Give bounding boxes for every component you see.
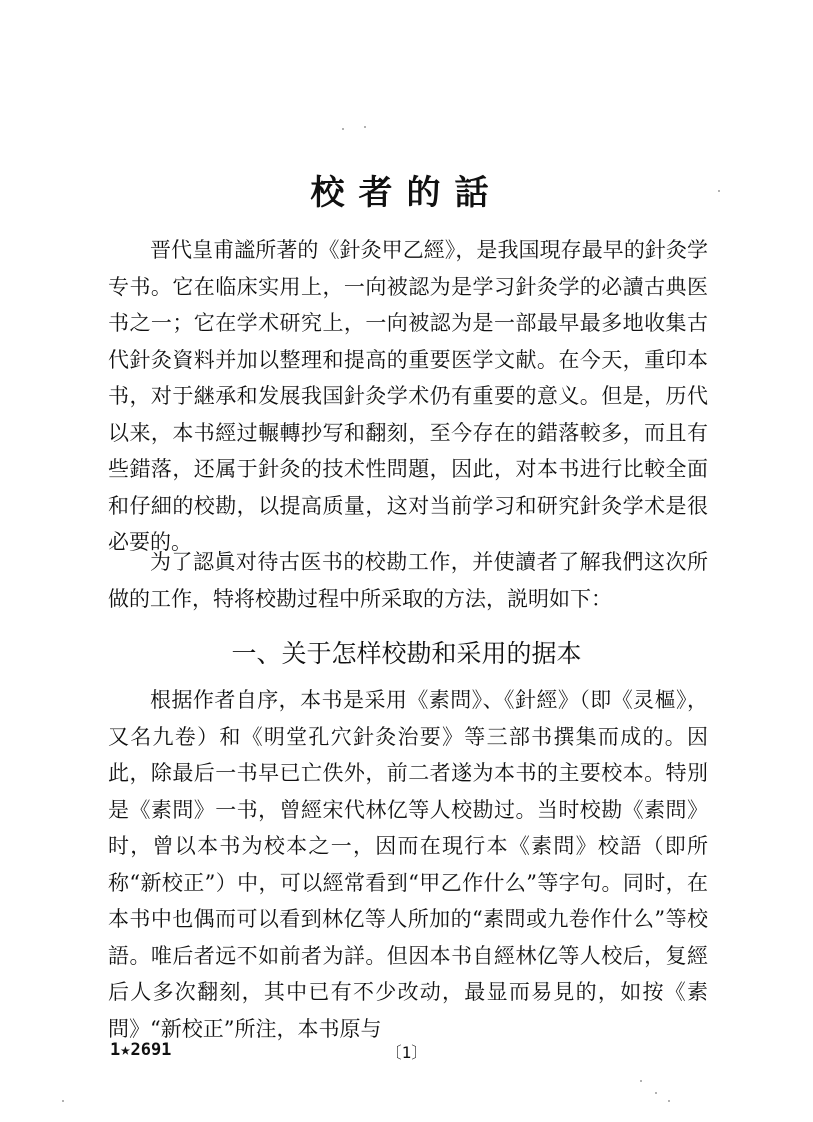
scan-speck — [342, 128, 344, 130]
body-paragraph: 根据作者自序，本书是采用《素問》、《針經》（即《灵樞》，又名九卷）和《明堂孔穴針灸治要》等三部书撰集而成的。因此，除最后一书早已亡佚外，前二者遂为本书的主要校本。特別是《素問》一书，曾經宋代林亿等人校勘过。当时校勘《素問》时，曾以本书为校本之一，因而在現行本《素問》校語（即所称“新校正”）中，可以經常看到“甲乙作什么”等字句。同时，在本书中也偶而可以看到林亿等人所加的“素問或九卷作什么”等校語。唯后者远不如前者为詳。但因本书自經林亿等人校后，复經后人多次翻刻，其中已有不少改动，最显而易見的，如按《素問》“新校正”所注，本书原与 — [108, 688, 708, 1041]
purpose-paragraph: 为了認眞对待古医书的校勘工作，并使讀者了解我們这次所做的工作，特将校勘过程中所采取的方法，説明如下： — [108, 550, 708, 611]
scan-speck — [364, 126, 366, 128]
page-title: 校者的話 — [310, 173, 503, 213]
scan-speck — [640, 1080, 642, 1082]
page-number: 〔1〕 — [385, 1043, 428, 1062]
section-heading: 一、关于怎样校勘和采用的据本 — [231, 639, 582, 668]
intro-paragraph: 晋代皇甫謐所著的《針灸甲乙經》，是我国現存最早的針灸学专书。它在临床实用上，一向被認为是学习針灸学的必讀古典医书之一；它在学术研究上，一向被認为是一部最早最多地收集古代針灸資料并加以整理和提高的重要医学文献。在今天，重印本书，对于継承和发展我国針灸学术仍有重要的意义。但是，历代以来，本书經过輾轉抄写和翻刻，至今存在的錯落較多，而且有些錯落，还属于針灸的技术性問題，因此，对本书进行比較全面和仔細的校勘，以提高质量，这对当前学习和研究針灸学术是很必要的。 — [108, 238, 708, 554]
scan-speck — [62, 1100, 64, 1102]
scan-speck — [668, 1100, 670, 1102]
print-code: 1★2691 — [110, 1040, 172, 1060]
scan-speck — [655, 1092, 657, 1094]
scan-speck — [718, 190, 720, 192]
